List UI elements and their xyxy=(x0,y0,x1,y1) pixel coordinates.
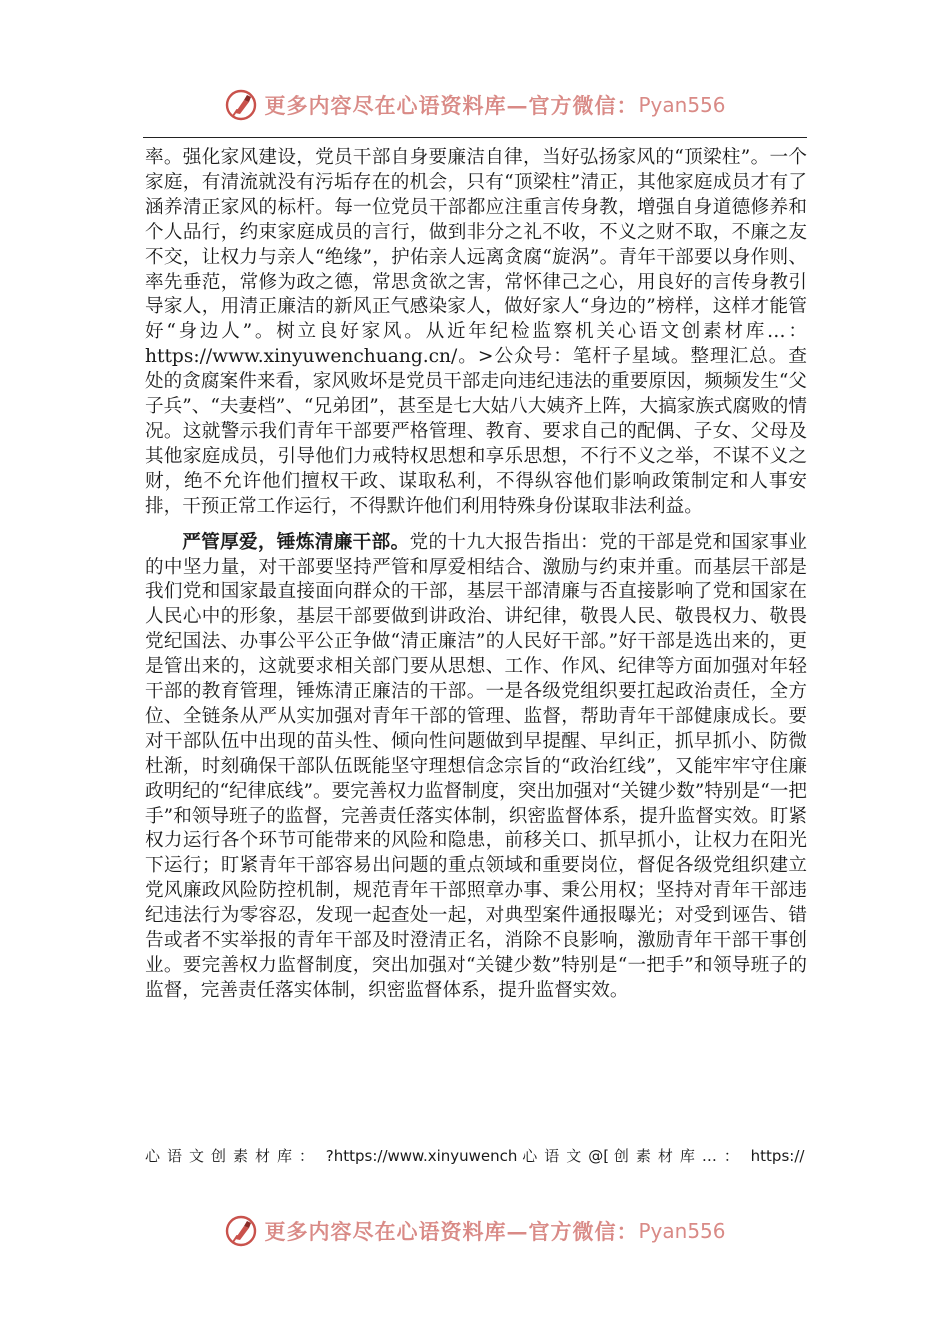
footer-wechat-id: Pyan556 xyxy=(638,1219,726,1243)
body-paragraph-2 xyxy=(145,531,807,1004)
header-banner-text: 更多内容尽在心语资料库—官方微信： xyxy=(264,93,639,118)
body-paragraph-1: 率。强化家风建设，党员干部自身要廉洁自律，当好弘扬家风的“顶梁柱”。一个家庭，有清流就没有污垢存在的机会，只有“顶梁柱”清正，其他家庭成员才有了涵养清正家风的标杆。每一位党员干部都应注重言传身教，增强自身道德修养和个人品行，约束家庭成员的言行，做到非分之礼不收，不义之财不取，不廉之友不交，让权力与亲人“绝缘”，护佑亲人远离贪腐“旋涡”。青年干部要以身作则、率先垂范，常修为政之德，常思贪欲之害，常怀律己之心，用良好的言传身教引导家人，用清正廉洁的新风正气感染家人，做好家人“身边的”榜样，这样才能管好“身边人”。树立良好家风。从近年纪检监察机关心语文创素材库…：https://www.xinyuwenchuang.cn/。>公众号：笔杆子星域。整理汇总。查处的贪腐案件来看，家风败坏是党员干部走向违纪违法的重要原因，频频发生“父子兵”、“夫妻档”、“兄弟团”，甚至是七大姑八大姨齐上阵，大搞家族式腐败的情况。这就警示我们青年干部要严格管理、教育、要求自己的配偶、子女、父母及其他家庭成员，引导他们力戒特权思想和享乐思想，不行不义之举，不谋不义之财，绝不允许他们擅权干政、谋取私利，不得纵容他们影响政策制定和人事安排，干预正常工作运行，不得默许他们利用特殊身份谋取非法利益。 xyxy=(145,147,807,517)
pen-nib-logo-icon xyxy=(224,88,258,122)
paragraph-2-text: 党的十九大报告指出：党的干部是党和国家事业的中坚力量，对干部要坚持严管和厚爱相结合、激励与约束并重。而基层干部是我们党和国家最直接面向群众的干部，基层干部清廉与否直接影响了党和国家在人民心中的形象，基层干部要做到讲政治、讲纪律，敬畏人民、敬畏权力、敬畏党纪国法、办事公平公正争做“清正廉洁”的人民好干部。”好干部是选出来的，更是管出来的，这就要求相关部门要从思想、工作、作风、纪律等方面加强对年轻干部的教育管理，锤炼清正廉洁的干部。一是各级党组织要扛起政治责任，全方位、全链条从严从实加强对青年干部的管理、监督，帮助青年干部健康成长。要对干部队伍中出现的苗头性、倾向性问题做到早提醒、早纠正，抓早抓小、防微杜渐，时刻确保干部队伍既能坚守理想信念宗旨的“政治红线”，又能牢牢守住廉政明纪的“纪律底线”。要完善权力监督制度，突出加强对“关键少数”特别是“一把手”和领导班子的监督，完善责任落实体制，织密监督体系，提升监督实效。盯紧权力运行各个环节可能带来的风险和隐患，前移关口、抓早抓小，让权力在阳光下运行；盯紧青年干部容易出问题的重点领域和重要岗位，督促各级党组织建立党风廉政风险防控机制，规范青年干部照章办事、秉公用权；坚持对青年干部违纪违法行为零容忍，发现一起查处一起，对典型案件通报曝光；对受到诬告、错告或者不实举报的青年干部及时澄清正名，消除不良影响，激励青年干部干事创业。要完善权力监督制度，突出加强对“关键少数”特别是“一把手”和领导班子的监督，完善责任落实体制，织密监督体系，提升监督实效。 xyxy=(145,531,807,1001)
header-wechat-id: Pyan556 xyxy=(638,93,726,117)
document-body xyxy=(145,146,807,1004)
footer-banner-text: 更多内容尽在心语资料库—官方微信： xyxy=(264,1219,639,1244)
paragraph-2-heading: 严管厚爱，锤炼清廉干部。 xyxy=(182,531,410,553)
reference-url-2: https:// xyxy=(750,1147,805,1165)
source-reference-line xyxy=(145,1145,807,1167)
footer-banner xyxy=(0,1208,950,1254)
reference-url-1: ?https://www.xinyuwench xyxy=(325,1147,518,1165)
reference-label-2: 心语文 xyxy=(522,1147,589,1165)
reference-label-1: 心语文创素材库： xyxy=(145,1147,322,1165)
header-banner xyxy=(0,82,950,128)
reference-mid-symbol: @[ xyxy=(588,1147,610,1165)
pen-nib-logo-icon xyxy=(224,1214,258,1248)
header-divider xyxy=(143,137,807,138)
reference-label-3: 创素材库…： xyxy=(613,1147,746,1165)
